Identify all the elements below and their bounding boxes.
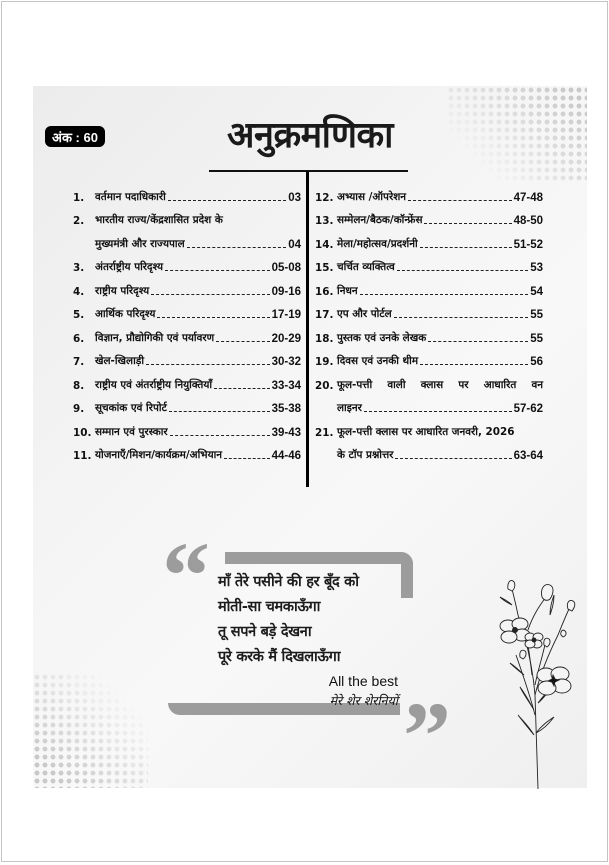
quote-bracket-top-corner <box>401 552 413 598</box>
entry-page: 20-29 <box>271 332 301 345</box>
dotted-leader <box>397 270 528 271</box>
entry-label: राष्ट्रीय परिदृश्य <box>95 284 150 297</box>
entry-label: दिवस एवं उनकी थीम <box>337 355 419 367</box>
toc-entry[interactable] <box>73 392 301 416</box>
entry-label: चर्चित व्यक्तित्व <box>337 261 395 273</box>
entry-number: 2. <box>73 215 85 227</box>
entry-label: विज्ञान, प्रौद्योगिकी एवं पर्यावरण <box>95 331 215 344</box>
dotted-leader <box>165 270 270 271</box>
entry-label: फूल-पत्ती वाली क्लास पर आधारित वन <box>337 378 543 391</box>
entry-label: वर्तमान पदाधिकारी <box>95 190 166 203</box>
quote-bracket-top <box>225 552 413 564</box>
entry-label: निधन <box>337 284 358 297</box>
entry-page: 03 <box>288 191 301 204</box>
entry-label: एप और पोर्टल <box>337 308 392 320</box>
entry-number: 6. <box>73 332 85 345</box>
entry-page: 63-64 <box>513 450 543 462</box>
entry-number: 1. <box>73 191 85 204</box>
toc-entry[interactable] <box>73 180 301 204</box>
dotted-leader <box>169 411 270 412</box>
entry-page: 51-52 <box>513 238 543 251</box>
dotted-leader <box>224 458 270 459</box>
halftone-dots-top-right <box>447 86 587 181</box>
entry-page: 17-19 <box>271 309 301 321</box>
dotted-leader <box>428 341 528 342</box>
toc-entry[interactable] <box>315 415 543 439</box>
dotted-leader <box>360 294 529 295</box>
entry-number: 3. <box>73 262 85 274</box>
entry-label: सम्मेलन/बैठक/कॉन्फ्रेंस <box>337 214 423 226</box>
dotted-leader <box>168 200 286 201</box>
toc-entry[interactable] <box>73 368 301 392</box>
entry-label: सम्मान एवं पुरस्कार <box>95 425 168 438</box>
dotted-leader <box>395 458 511 459</box>
toc-entry[interactable] <box>315 204 543 228</box>
toc-entry[interactable] <box>315 227 543 251</box>
toc-entry-continuation[interactable] <box>73 227 301 251</box>
toc-entry[interactable] <box>315 321 543 345</box>
entry-number: 19. <box>315 356 334 368</box>
flower-sketch-icon <box>488 575 588 790</box>
entry-label: पुस्तक एवं उनके लेखक <box>337 331 427 344</box>
entry-page: 30-32 <box>271 356 301 368</box>
entry-number: 21. <box>315 426 334 439</box>
toc-entry[interactable] <box>315 251 543 275</box>
dotted-leader <box>146 364 270 365</box>
open-quote-icon: “ <box>162 522 210 629</box>
poem-line: तू सपने बड़े देखना <box>218 624 312 640</box>
toc-entry-continuation[interactable] <box>315 392 543 416</box>
dotted-leader <box>214 388 270 389</box>
close-quote-icon: ” <box>403 682 451 789</box>
dotted-leader <box>420 364 528 365</box>
dotted-leader <box>364 411 512 412</box>
toc-entry[interactable] <box>73 204 301 228</box>
entry-label: राष्ट्रीय एवं अंतर्राष्ट्रीय नियुक्तियाँ <box>95 378 213 391</box>
entry-label: लाइनर <box>337 402 362 414</box>
toc-entry[interactable] <box>73 415 301 439</box>
entry-number: 15. <box>315 262 334 274</box>
toc-entry[interactable] <box>73 439 301 463</box>
toc-left-column <box>73 180 301 462</box>
entry-page: 39-43 <box>271 426 301 439</box>
toc-entry[interactable] <box>315 298 543 322</box>
entry-page: 54 <box>530 285 543 298</box>
toc-entry[interactable] <box>315 345 543 369</box>
dotted-leader <box>408 200 512 201</box>
entry-number: 4. <box>73 285 85 298</box>
poem-line: मोती-सा चमकाऊँगा <box>218 599 321 615</box>
entry-number: 14. <box>315 238 334 251</box>
quote-poem <box>218 570 359 670</box>
dotted-leader <box>170 435 270 436</box>
entry-page: 57-62 <box>513 403 543 415</box>
entry-number: 10. <box>73 426 92 439</box>
page-title: अनुक्रमणिका <box>227 115 393 156</box>
poem-line: माँ तेरे पसीने की हर बूँद को <box>218 574 359 590</box>
entry-page: 48-50 <box>513 215 543 227</box>
entry-number: 5. <box>73 309 85 321</box>
dotted-leader <box>394 317 529 318</box>
entry-number: 16. <box>315 285 334 298</box>
toc-entry[interactable] <box>73 298 301 322</box>
entry-page: 04 <box>288 238 301 251</box>
entry-label: के टॉप प्रश्नोत्तर <box>337 449 394 461</box>
entry-label: भारतीय राज्य/केंद्रशासित प्रदेश के <box>95 214 223 226</box>
dotted-leader <box>216 341 269 342</box>
entry-page: 47-48 <box>513 191 543 204</box>
toc-entry[interactable] <box>73 251 301 275</box>
entry-page: 05-08 <box>271 262 301 274</box>
entry-page: 44-46 <box>271 450 301 462</box>
entry-label: सूचकांक एवं रिपोर्ट <box>95 402 167 414</box>
entry-label: अंतर्राष्ट्रीय परिदृश्य <box>95 261 164 273</box>
halftone-dots-bottom-left <box>33 673 148 788</box>
entry-number: 13. <box>315 215 334 227</box>
toc-entry[interactable] <box>315 180 543 204</box>
poem-line: पूरे करके मैं दिखलाऊँगा <box>218 649 341 665</box>
entry-number: 12. <box>315 191 334 204</box>
dotted-leader <box>151 294 269 295</box>
entry-label: अभ्यास /ऑपरेशन <box>337 190 407 203</box>
toc-entry-continuation[interactable] <box>315 439 543 463</box>
toc-entry[interactable] <box>73 345 301 369</box>
entry-number: 11. <box>73 450 92 462</box>
entry-page: 35-38 <box>271 403 301 415</box>
dotted-leader <box>420 247 512 248</box>
column-divider <box>306 171 309 487</box>
entry-label: खेल-खिलाड़ी <box>95 355 145 367</box>
entry-label: आर्थिक परिदृश्य <box>95 308 156 320</box>
entry-number: 8. <box>73 379 85 392</box>
entry-number: 20. <box>315 379 334 392</box>
entry-number: 9. <box>73 403 85 415</box>
toc-entry[interactable] <box>315 274 543 298</box>
entry-page: 09-16 <box>271 285 301 298</box>
entry-label: मेला/महोत्सव/प्रदर्शनी <box>337 237 418 250</box>
entry-label: योजनाएँ/मिशन/कार्यक्रम/अभियान <box>95 449 223 461</box>
dotted-leader <box>424 223 511 224</box>
dotted-leader <box>157 317 269 318</box>
toc-entry[interactable] <box>73 274 301 298</box>
entry-number: 18. <box>315 332 334 345</box>
signature-text: मेरे शेर शेरनियों <box>329 693 398 708</box>
toc-entry[interactable] <box>73 321 301 345</box>
entry-page: 33-34 <box>271 379 301 392</box>
entry-page: 55 <box>530 332 543 345</box>
entry-page: 55 <box>530 309 543 321</box>
entry-label: फूल-पत्ती क्लास पर आधारित जनवरी, 2026 <box>337 425 515 438</box>
entry-number: 17. <box>315 309 334 321</box>
dotted-leader <box>187 247 287 248</box>
issue-badge: अंक : 60 <box>45 126 105 147</box>
wish-text: All the best <box>328 673 398 689</box>
entry-page: 56 <box>530 356 543 368</box>
entry-label: मुख्यमंत्री और राज्यपाल <box>95 237 185 250</box>
entry-number: 7. <box>73 356 85 368</box>
entry-page: 53 <box>530 262 543 274</box>
toc-entry[interactable] <box>315 368 543 392</box>
toc-right-column <box>315 180 543 462</box>
